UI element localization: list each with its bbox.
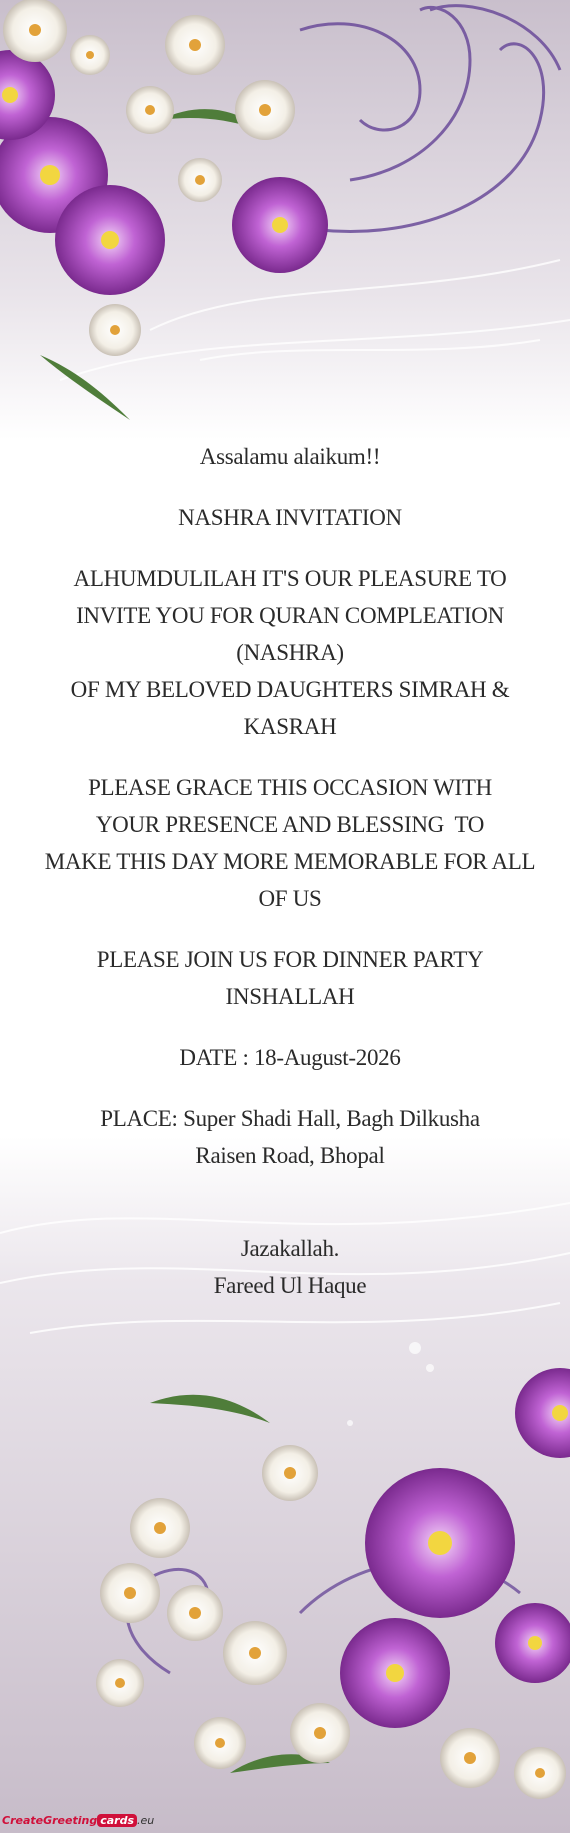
- invitation-title: NASHRA INVITATION: [178, 505, 402, 530]
- invitation-text: [40, 420, 540, 1304]
- dinner-line: INSHALLAH: [225, 984, 355, 1009]
- request-line: OF US: [258, 886, 322, 911]
- top-floral-decoration: [0, 0, 570, 440]
- place-line: PLACE: Super Shadi Hall, Bagh Dilkusha: [100, 1106, 480, 1131]
- watermark-brand-cards: cards: [97, 1814, 137, 1827]
- signature: Fareed Ul Haque: [213, 1273, 367, 1298]
- watermark-brand: CreateGreeting: [2, 1814, 98, 1827]
- closing: Jazakallah.: [240, 1236, 340, 1261]
- intro-line: (NASHRA): [236, 640, 344, 665]
- purple-flower-icon: [340, 1368, 570, 1728]
- intro-line: OF MY BELOVED DAUGHTERS SIMRAH &: [70, 677, 510, 702]
- watermark-brand-domain: .eu: [137, 1814, 155, 1827]
- request-line: PLEASE GRACE THIS OCCASION WITH: [88, 775, 492, 800]
- greeting: Assalamu alaikum!!: [199, 444, 381, 469]
- place-line: Raisen Road, Bhopal: [195, 1143, 385, 1168]
- bottom-floral-decoration: [0, 1173, 570, 1833]
- dinner-line: PLEASE JOIN US FOR DINNER PARTY: [96, 947, 484, 972]
- request-line: YOUR PRESENCE AND BLESSING TO: [95, 812, 485, 837]
- event-date: DATE : 18-August-2026: [179, 1045, 401, 1070]
- intro-line: KASRAH: [243, 714, 337, 739]
- watermark-logo: [2, 1814, 154, 1827]
- request-line: MAKE THIS DAY MORE MEMORABLE FOR ALL: [44, 849, 536, 874]
- intro-line: ALHUMDULILAH IT'S OUR PLEASURE TO: [73, 566, 507, 591]
- intro-line: INVITE YOU FOR QURAN COMPLEATION: [76, 603, 504, 628]
